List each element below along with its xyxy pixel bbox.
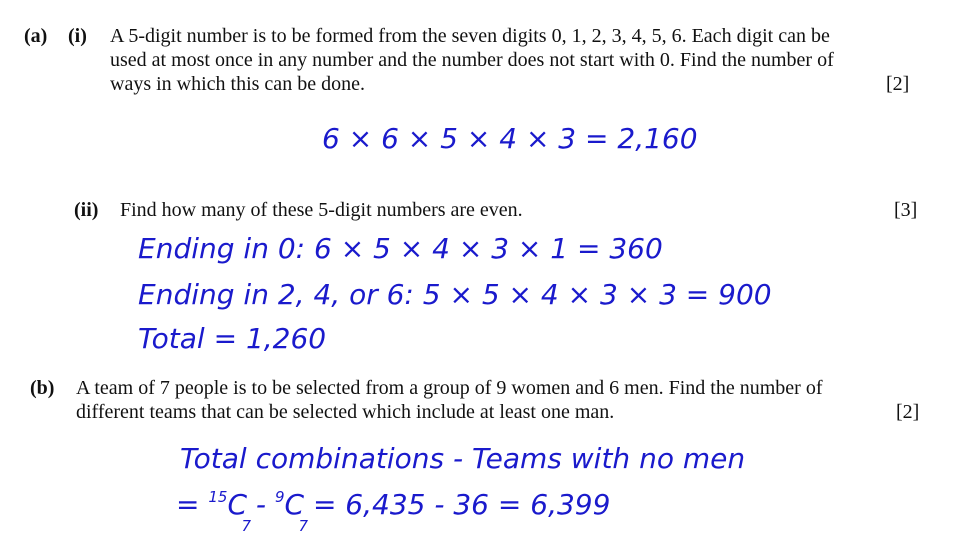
minus-sign: -	[247, 488, 275, 521]
question-a-ii-text: Find how many of these 5-digit numbers are even.	[120, 199, 523, 221]
label-a-i: (i)	[68, 25, 87, 47]
combination-2: C 7	[284, 488, 309, 535]
answer-b-line1: Total combinations - Teams with no men	[180, 442, 746, 475]
label-a: (a)	[24, 25, 48, 47]
question-a-i-line3: ways in which this can be done.	[110, 73, 365, 95]
combination-1: C 7	[227, 488, 252, 535]
answer-a-ii-line2: Ending in 2, 4, or 6: 5 × 5 × 4 × 3 × 3 = 900	[138, 278, 772, 311]
question-a-i-line2: used at most once in any number and the number does not start with 0. Find the number of	[110, 49, 834, 71]
answer-a-i: 6 × 6 × 5 × 4 × 3 = 2,160	[322, 122, 698, 155]
combination-1-r: 7	[241, 517, 252, 535]
label-a-ii: (ii)	[74, 199, 99, 221]
combination-2-r: 7	[298, 517, 309, 535]
answer-a-ii-line3: Total = 1,260	[138, 322, 327, 355]
answer-b-line2	[176, 488, 611, 535]
question-a-i-line1: A 5-digit number is to be formed from the seven digits 0, 1, 2, 3, 4, 5, 6. Each digit can be	[110, 25, 830, 47]
question-b-line2: different teams that can be selected which include at least one man.	[76, 401, 615, 423]
label-b: (b)	[30, 377, 55, 399]
question-b-line1: A team of 7 people is to be selected from a group of 9 women and 6 men. Find the number of	[76, 377, 823, 399]
marks-b: [2]	[896, 401, 920, 423]
marks-a-i: [2]	[886, 73, 910, 95]
result: = 6,435 - 36 = 6,399	[304, 488, 611, 521]
marks-a-ii: [3]	[894, 199, 918, 221]
answer-a-ii-line1: Ending in 0: 6 × 5 × 4 × 3 × 1 = 360	[138, 232, 663, 265]
combination-1-n: 15	[208, 488, 228, 506]
equals-sign: =	[176, 488, 209, 521]
combination-2-n: 9	[274, 488, 285, 506]
